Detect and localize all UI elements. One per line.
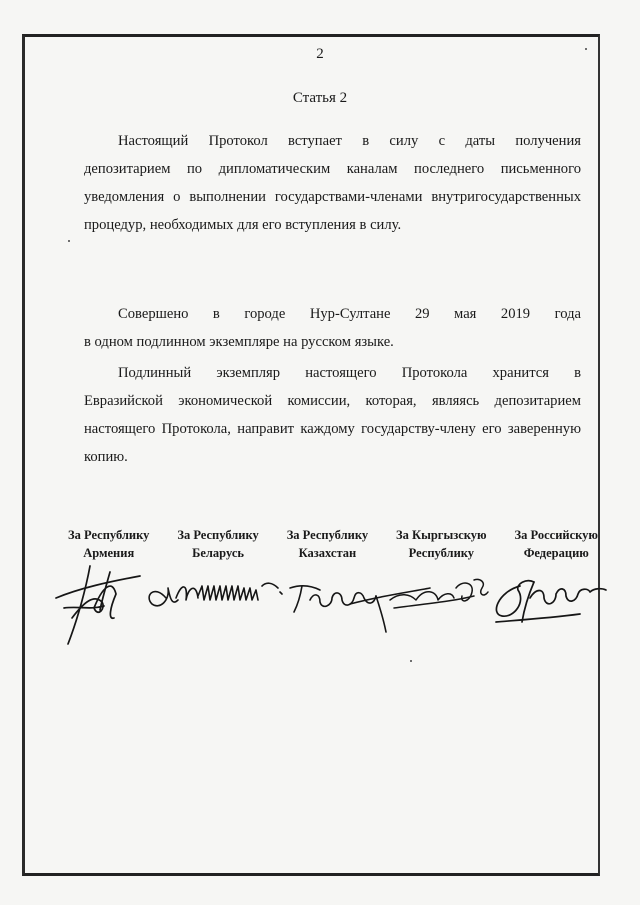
- scan-speck: [68, 240, 70, 242]
- signatory-country: Казахстан: [298, 546, 357, 560]
- signatory-country: Республику: [408, 546, 475, 560]
- signatory-country: Армения: [83, 546, 135, 560]
- paragraph-done-at: [84, 300, 581, 356]
- paragraph-first-line: Совершено в городе Нур-Султане 29 мая 2019 года: [118, 306, 581, 322]
- page-number: 2: [316, 46, 324, 62]
- signature-russia: [496, 581, 606, 622]
- signature-armenia: [56, 566, 140, 644]
- signature-kyrgyzstan: [390, 579, 488, 608]
- signatory-line: За Республику: [68, 528, 150, 542]
- paragraph-entry-into-force: [84, 127, 581, 239]
- signatory-line: За Кыргызскую: [396, 528, 487, 542]
- paragraph-continuation: Евразийской экономической комиссии, которая, являясь депозитарием настоящего Протокола, направит каждому государству-члену его заверенную копию.: [84, 393, 581, 465]
- signatory-line: За Республику: [177, 528, 259, 542]
- article-title: Статья 2: [292, 90, 348, 106]
- paragraph-depositary: [84, 359, 581, 471]
- signature-kazakhstan: [290, 586, 430, 632]
- signatures-area: [50, 548, 610, 658]
- scan-speck: [410, 660, 412, 662]
- signatory-line: За Республику: [286, 528, 369, 542]
- paragraph-continuation: депозитарием по дипломатическим каналам последнего письменного уведомления о выполнении государствами-членами внутригосударственных процедур, необходимых для его вступления в силу.: [84, 161, 581, 233]
- signatory-line: За Российскую: [514, 528, 598, 542]
- paragraph-first-line: Настоящий Протокол вступает в силу с даты получения: [118, 133, 581, 149]
- signature-belarus: [149, 583, 282, 606]
- paragraph-first-line: Подлинный экземпляр настоящего Протокола хранится в: [118, 365, 581, 381]
- scan-speck: [585, 48, 587, 50]
- signatory-country: Федерацию: [523, 546, 589, 560]
- signatory-country: Беларусь: [192, 546, 244, 560]
- paragraph-continuation: в одном подлинном экземпляре на русском языке.: [84, 334, 394, 350]
